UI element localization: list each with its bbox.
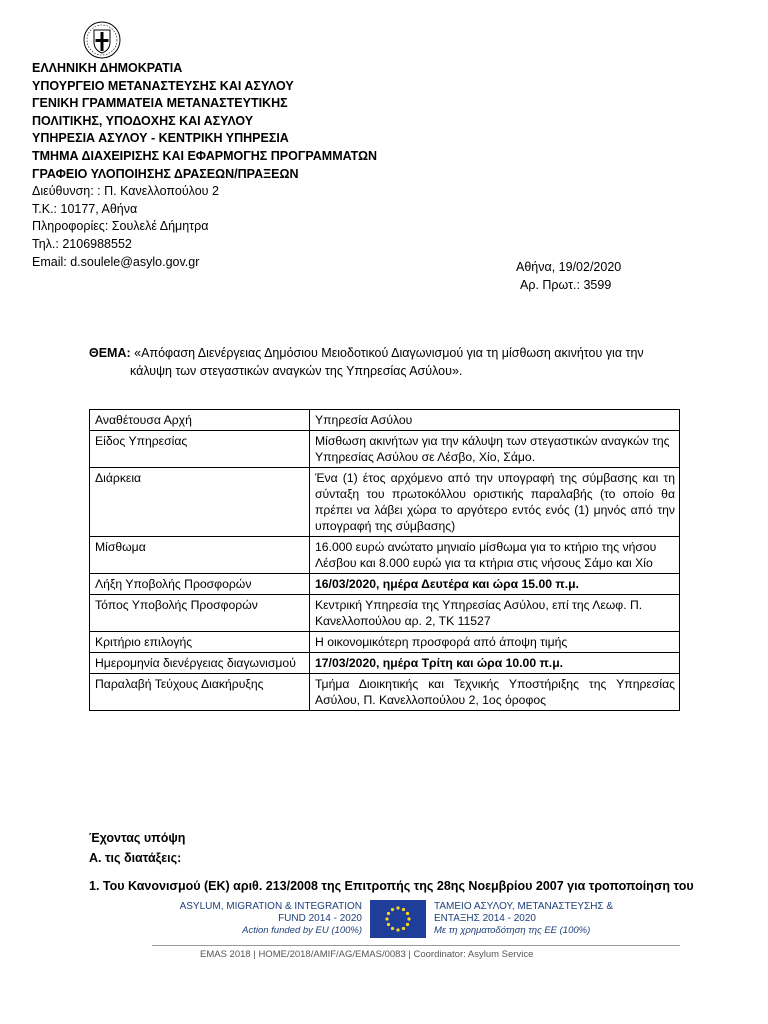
eu-star-icon bbox=[385, 917, 388, 920]
funding-footer bbox=[152, 897, 680, 942]
subject-label: ΘΕΜΑ: bbox=[89, 346, 131, 360]
row-key: Τόπος Υποβολής Προσφορών bbox=[90, 595, 310, 632]
row-value: 16.000 ευρώ ανώτατο μηνιαίο μίσθωμα για το κτήριο της νήσου Λέσβου και 8.000 ευρώ για τα κτήρια στις νήσους Σάμο και Χίο bbox=[310, 537, 680, 574]
sender-header bbox=[32, 60, 377, 271]
header-line: ΥΠΟΥΡΓΕΙΟ ΜΕΤΑΝΑΣΤΕΥΣΗΣ ΚΑΙ ΑΣΥΛΟΥ bbox=[32, 78, 294, 93]
table-row bbox=[90, 595, 680, 632]
header-line: ΓΕΝΙΚΗ ΓΡΑΜΜΑΤΕΙΑ ΜΕΤΑΝΑΣΤΕΥΤΙΚΗΣ bbox=[32, 96, 288, 111]
tender-info-table bbox=[89, 409, 680, 711]
subject bbox=[89, 344, 689, 380]
address-line: Διεύθυνση: : Π. Κανελλοπούλου 2 bbox=[32, 184, 219, 199]
header-line: ΤΜΗΜΑ ΔΙΑΧΕΙΡΙΣΗΣ ΚΑΙ ΕΦΑΡΜΟΓΗΣ ΠΡΟΓΡΑΜΜΑΤΩΝ bbox=[32, 148, 378, 163]
fund-gr-line: ΤΑΜΕΙΟ ΑΣΥΛΟΥ, ΜΕΤΑΝΑΣΤΕΥΣΗΣ & bbox=[434, 901, 614, 912]
row-value: Η οικονομικότερη προσφορά από άποψη τιμής bbox=[310, 632, 680, 653]
header-line: ΥΠΗΡΕΣΙΑ ΑΣΥΛΟΥ - ΚΕΝΤΡΙΚΗ ΥΠΗΡΕΣΙΑ bbox=[32, 131, 289, 146]
eu-star-icon bbox=[391, 908, 394, 911]
table-row bbox=[90, 632, 680, 653]
provisions-heading: Α. τις διατάξεις: bbox=[89, 851, 182, 865]
table-row bbox=[90, 537, 680, 574]
considering-heading: Έχοντας υπόψη bbox=[89, 831, 186, 845]
row-value: 16/03/2020, ημέρα Δευτέρα και ώρα 15.00 π.μ. bbox=[310, 574, 680, 595]
eu-star-icon bbox=[396, 928, 399, 931]
row-key: Αναθέτουσα Αρχή bbox=[90, 410, 310, 431]
considering-block bbox=[89, 828, 185, 868]
row-value: Μίσθωση ακινήτων για την κάλυψη των στεγαστικών αναγκών της Υπηρεσίας Ασύλου σε Λέσβο, Χίο, Σάμο. bbox=[310, 431, 680, 468]
row-key: Ημερομηνία διενέργειας διαγωνισμού bbox=[90, 653, 310, 674]
eu-star-icon bbox=[402, 908, 405, 911]
row-key: Είδος Υπηρεσίας bbox=[90, 431, 310, 468]
eu-flag-icon bbox=[370, 900, 426, 938]
table-row bbox=[90, 574, 680, 595]
table-row bbox=[90, 431, 680, 468]
email-line: Email: d.soulele@asylo.gov.gr bbox=[32, 254, 200, 269]
row-value: Υπηρεσία Ασύλου bbox=[310, 410, 680, 431]
row-key: Διάρκεια bbox=[90, 468, 310, 537]
coordinator-line: EMAS 2018 | HOME/2018/AMIF/AG/EMAS/0083 | Coordinator: Asylum Service bbox=[200, 949, 534, 960]
fund-gr-line: ΕΝΤΑΞΗΣ 2014 - 2020 bbox=[434, 913, 536, 924]
fund-en-line: Action funded by EU (100%) bbox=[242, 925, 362, 936]
eu-star-icon bbox=[407, 917, 410, 920]
table-row bbox=[90, 674, 680, 711]
info-line: Πληροφορίες: Σουλελέ Δήμητρα bbox=[32, 219, 209, 234]
header-line: ΕΛΛΗΝΙΚΗ ΔΗΜΟΚΡΑΤΙΑ bbox=[32, 61, 183, 75]
row-value: 17/03/2020, ημέρα Τρίτη και ώρα 10.00 π.μ. bbox=[310, 653, 680, 674]
table-row bbox=[90, 653, 680, 674]
subject-line-2: κάλυψη των στεγαστικών αναγκών της Υπηρεσίας Ασύλου». bbox=[130, 364, 463, 378]
eu-star-icon bbox=[406, 912, 409, 915]
row-key: Παραλαβή Τεύχους Διακήρυξης bbox=[90, 674, 310, 711]
row-key: Λήξη Υποβολής Προσφορών bbox=[90, 574, 310, 595]
header-line: ΓΡΑΦΕΙΟ ΥΛΟΠΟΙΗΣΗΣ ΔΡΑΣΕΩΝ/ΠΡΑΞΕΩΝ bbox=[32, 166, 299, 181]
row-key: Κριτήριο επιλογής bbox=[90, 632, 310, 653]
row-value: Κεντρική Υπηρεσία της Υπηρεσίας Ασύλου, επί της Λεωφ. Π. Κανελλοπούλου αρ. 2, ΤΚ 11527 bbox=[310, 595, 680, 632]
table-row bbox=[90, 468, 680, 537]
row-value: Ένα (1) έτος αρχόμενο από την υπογραφή της σύμβασης και τη σύνταξη του πρωτοκόλλου οριστικής παραλαβής (το οποίο θα πρέπει να λάβει χώρα το αργότερο εντός ενός (1) μηνός από την υπογραφή της σύμβασης) bbox=[310, 468, 680, 537]
protocol-number: Αρ. Πρωτ.: 3599 bbox=[520, 277, 612, 292]
header-line: ΠΟΛΙΤΙΚΗΣ, ΥΠΟΔΟΧΗΣ ΚΑΙ ΑΣΥΛΟΥ bbox=[32, 113, 254, 128]
date-block bbox=[516, 259, 621, 294]
fund-greek bbox=[434, 901, 680, 937]
phone-line: Τηλ.: 2106988552 bbox=[32, 236, 132, 251]
paragraph-1: 1. Του Κανονισμού (ΕΚ) αριθ. 213/2008 της Επιτροπής της 28ης Νοεμβρίου 2007 για τροποποίηση του bbox=[89, 879, 694, 893]
eu-star-icon bbox=[391, 927, 394, 930]
eu-star-icon bbox=[402, 927, 405, 930]
eu-star-icon bbox=[396, 906, 399, 909]
table-row bbox=[90, 410, 680, 431]
postcode-line: Τ.Κ.: 10177, Αθήνα bbox=[32, 201, 138, 216]
row-value: Τμήμα Διοικητικής και Τεχνικής Υποστήριξης της Υπηρεσίας Ασύλου, Π. Κανελλοπούλου 2, 1ος όροφος bbox=[310, 674, 680, 711]
document-date: Αθήνα, 19/02/2020 bbox=[516, 260, 622, 274]
eu-star-icon bbox=[387, 923, 390, 926]
fund-en-line: ASYLUM, MIGRATION & INTEGRATION bbox=[179, 901, 362, 912]
subject-line-1: «Απόφαση Διενέργειας Δημόσιου Μειοδοτικού Διαγωνισμού για τη μίσθωση ακινήτου για την bbox=[134, 346, 644, 360]
fund-gr-line: Με τη χρηματοδότηση της ΕΕ (100%) bbox=[434, 925, 591, 936]
eu-star-icon bbox=[406, 923, 409, 926]
fund-english bbox=[152, 901, 362, 937]
footer-divider bbox=[152, 945, 680, 946]
greek-emblem-icon bbox=[82, 20, 122, 60]
fund-en-line: FUND 2014 - 2020 bbox=[278, 913, 362, 924]
row-key: Μίσθωμα bbox=[90, 537, 310, 574]
eu-star-icon bbox=[387, 912, 390, 915]
